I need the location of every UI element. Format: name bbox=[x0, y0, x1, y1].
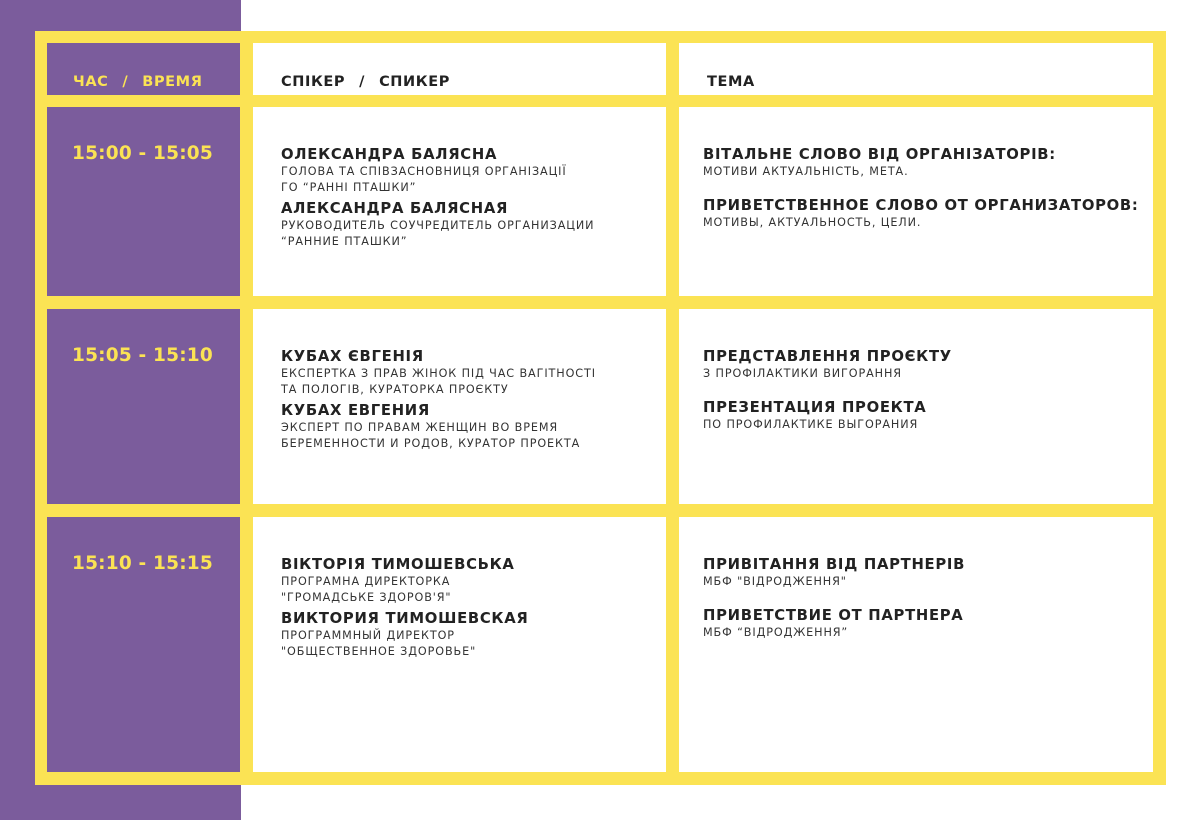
speaker-name-ua: ОЛЕКСАНДРА БАЛЯСНА bbox=[281, 146, 498, 163]
speaker-role-ru-line2: “РАННИЕ ПТАШКИ” bbox=[281, 235, 408, 248]
speaker-role-ru-line2: "ОБЩЕСТВЕННОЕ ЗДОРОВЬЕ" bbox=[281, 645, 477, 658]
speaker-role-ua-line1: ЕКСПЕРТКА З ПРАВ ЖІНОК ПІД ЧАС ВАГІТНОСТІ bbox=[281, 367, 596, 380]
header-speaker-cell bbox=[253, 43, 666, 95]
topic-title-ua: ВІТАЛЬНЕ СЛОВО ВІД ОРГАНІЗАТОРІВ: bbox=[703, 146, 1056, 163]
speaker-name-ua: КУБАХ ЄВГЕНІЯ bbox=[281, 348, 424, 365]
time-slot: 15:10 - 15:15 bbox=[72, 553, 213, 574]
speaker-name-ru: ВИКТОРИЯ ТИМОШЕВСКАЯ bbox=[281, 610, 529, 627]
speaker-role-ua-line1: ГОЛОВА ТА СПІВЗАСНОВНИЦЯ ОРГАНІЗАЦІЇ bbox=[281, 165, 567, 178]
speaker-cell bbox=[253, 107, 666, 296]
speaker-role-ua-line2: ГО “РАННІ ПТАШКИ” bbox=[281, 181, 417, 194]
speaker-details bbox=[281, 347, 656, 455]
topic-title-ua: ПРЕДСТАВЛЕННЯ ПРОЄКТУ bbox=[703, 348, 952, 365]
header-time-ua: ЧАС bbox=[73, 74, 109, 90]
speaker-role-ua-line2: ТА ПОЛОГІВ, КУРАТОРКА ПРОЄКТУ bbox=[281, 383, 509, 396]
speaker-cell bbox=[253, 309, 666, 504]
time-slot: 15:00 - 15:05 bbox=[72, 143, 213, 164]
header-topic-cell bbox=[679, 43, 1153, 95]
topic-cell bbox=[679, 309, 1153, 504]
speaker-role-ru-line1: ЭКСПЕРТ ПО ПРАВАМ ЖЕНЩИН ВО ВРЕМЯ bbox=[281, 421, 559, 434]
topic-details bbox=[703, 145, 1145, 247]
header-time-ru: ВРЕМЯ bbox=[142, 74, 203, 90]
topic-details bbox=[703, 555, 1145, 657]
schedule-table bbox=[35, 31, 1166, 785]
time-slot: 15:05 - 15:10 bbox=[72, 345, 213, 366]
topic-subtitle-ua: МОТИВИ АКТУАЛЬНІСТЬ, МЕТА. bbox=[703, 165, 909, 178]
speaker-role-ru-line1: РУКОВОДИТЕЛЬ СОУЧРЕДИТЕЛЬ ОРГАНИЗАЦИИ bbox=[281, 219, 595, 232]
time-cell bbox=[47, 309, 240, 504]
speaker-role-ua-line2: "ГРОМАДСЬКЕ ЗДОРОВ'Я" bbox=[281, 591, 452, 604]
topic-title-ru: ПРИВЕТСТВИЕ ОТ ПАРТНЕРА bbox=[703, 607, 964, 624]
header-speaker-label bbox=[281, 75, 450, 90]
topic-cell bbox=[679, 107, 1153, 296]
speaker-role-ru-line2: БЕРЕМЕННОСТИ И РОДОВ, КУРАТОР ПРОЕКТА bbox=[281, 437, 581, 450]
header-speaker-separator: / bbox=[359, 74, 366, 90]
speaker-role-ru-line1: ПРОГРАММНЫЙ ДИРЕКТОР bbox=[281, 629, 455, 642]
topic-subtitle-ua: З ПРОФІЛАКТИКИ ВИГОРАННЯ bbox=[703, 367, 902, 380]
header-speaker-ru: СПИКЕР bbox=[379, 74, 450, 90]
topic-title-ru: ПРИВЕТСТВЕННОЕ СЛОВО ОТ ОРГАНИЗАТОРОВ: bbox=[703, 197, 1139, 214]
speaker-details bbox=[281, 145, 656, 253]
topic-subtitle-ru: ПО ПРОФИЛАКТИКЕ ВЫГОРАНИЯ bbox=[703, 418, 919, 431]
header-topic-label: ТЕМА bbox=[707, 74, 755, 90]
speaker-name-ru: КУБАХ ЕВГЕНИЯ bbox=[281, 402, 430, 419]
speaker-details bbox=[281, 555, 656, 663]
topic-subtitle-ru: МОТИВЫ, АКТУАЛЬНОСТЬ, ЦЕЛИ. bbox=[703, 216, 922, 229]
header-time-separator: / bbox=[122, 74, 129, 90]
speaker-name-ru: АЛЕКСАНДРА БАЛЯСНАЯ bbox=[281, 200, 509, 217]
topic-title-ua: ПРИВІТАННЯ ВІД ПАРТНЕРІВ bbox=[703, 556, 966, 573]
header-time-cell bbox=[47, 43, 240, 95]
topic-title-ru: ПРЕЗЕНТАЦИЯ ПРОЕКТА bbox=[703, 399, 927, 416]
speaker-role-ua-line1: ПРОГРАМНА ДИРЕКТОРКА bbox=[281, 575, 451, 588]
header-speaker-ua: СПІКЕР bbox=[281, 74, 346, 90]
time-cell bbox=[47, 517, 240, 772]
speaker-cell bbox=[253, 517, 666, 772]
topic-cell bbox=[679, 517, 1153, 772]
time-cell bbox=[47, 107, 240, 296]
speaker-name-ua: ВІКТОРІЯ ТИМОШЕВСЬКА bbox=[281, 556, 515, 573]
topic-details bbox=[703, 347, 1145, 449]
header-time-label bbox=[73, 75, 202, 90]
topic-subtitle-ua: МБФ "ВІДРОДЖЕННЯ" bbox=[703, 575, 847, 588]
topic-subtitle-ru: МБФ “ВІДРОДЖЕННЯ” bbox=[703, 626, 849, 639]
